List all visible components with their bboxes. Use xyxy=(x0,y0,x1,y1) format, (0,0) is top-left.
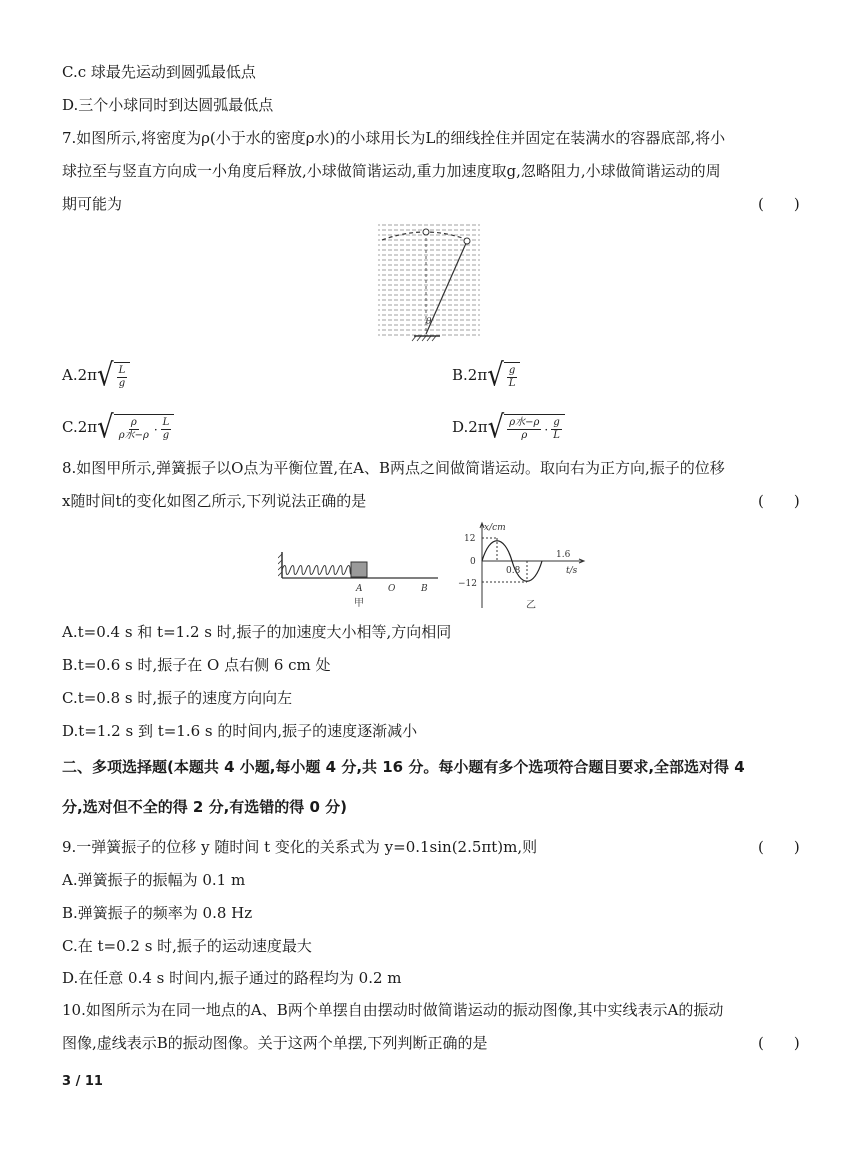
oscillator-block xyxy=(351,562,367,577)
section2-heading-line2: 分,选对但不全的得 2 分,有选错的得 0 分) xyxy=(62,798,348,816)
q8-option-a: A.t=0.4 s 和 t=1.2 s 时,振子的加速度大小相等,方向相同 xyxy=(62,623,452,641)
point-o-label: O xyxy=(388,584,396,594)
tick-0-8: 0.8 xyxy=(506,566,521,576)
q7-option-a: A.2π √ $\frac{L}{g}$ xyxy=(62,362,130,390)
q9-option-b: B.弹簧振子的频率为 0.8 Hz xyxy=(62,904,253,922)
tick-minus-12: −12 xyxy=(458,579,477,589)
tick-0: 0 xyxy=(470,557,476,567)
q10-stem-line1: 10.如图所示为在同一地点的A、B两个单摆自由摆动时做简谐运动的振动图像,其中实线表示A的振动 xyxy=(62,1001,724,1019)
spring xyxy=(282,566,354,575)
ball-equilibrium xyxy=(423,229,429,235)
page-number: 3 / 11 xyxy=(62,1074,103,1089)
q8-option-d: D.t=1.2 s 到 t=1.6 s 的时间内,振子的速度逐渐减小 xyxy=(62,722,418,740)
q7-stem-line2: 球拉至与竖直方向成一小角度后释放,小球做简谐运动,重力加速度取g,忽略阻力,小球做简谐运动的周 xyxy=(62,162,721,180)
q8-spring-oscillator-figure xyxy=(278,548,444,610)
q7-stem-line1: 7.如图所示,将密度为ρ(小于水的密度ρ水)的小球用长为L的细线拴住并固定在装满水的容器底部,将小 xyxy=(62,129,726,147)
q7-water-pendulum-figure xyxy=(376,218,482,344)
tick-12: 12 xyxy=(464,534,476,544)
q8-stem-line1: 8.如图甲所示,弹簧振子以O点为平衡位置,在A、B两点之间做简谐运动。取向右为正方向,振子的位移 xyxy=(62,459,725,477)
q9-stem: 9.一弹簧振子的位移 y 随时间 t 变化的关系式为 y=0.1sin(2.5πt)m,则 xyxy=(62,838,538,856)
q9-answer-paren: ( ) xyxy=(758,838,800,856)
q9-option-d: D.在任意 0.4 s 时间内,振子通过的路程均为 0.2 m xyxy=(62,969,402,987)
point-b-label: B xyxy=(421,584,428,594)
theta-label: θ xyxy=(426,317,432,327)
q7-stem-line3: 期可能为 xyxy=(62,195,123,213)
q7-answer-paren: ( ) xyxy=(758,195,800,213)
ball-displaced xyxy=(464,238,470,244)
q8-stem-line2: x随时间t的变化如图乙所示,下列说法正确的是 xyxy=(62,492,367,510)
q8-option-b: B.t=0.6 s 时,振子在 O 点右侧 6 cm 处 xyxy=(62,656,331,674)
y-axis-label: x/cm xyxy=(484,523,506,533)
t-axis-label: t/s xyxy=(566,566,578,576)
figure-jia-caption: 甲 xyxy=(354,598,364,609)
q10-stem-line2: 图像,虚线表示B的振动图像。关于这两个单摆,下列判断正确的是 xyxy=(62,1034,488,1052)
figure-yi-caption: 乙 xyxy=(526,600,536,611)
q10-answer-paren: ( ) xyxy=(758,1034,800,1052)
tick-1-6: 1.6 xyxy=(556,550,571,560)
q6-option-d: D.三个小球同时到达圆弧最低点 xyxy=(62,96,274,114)
q8-xt-graph-figure xyxy=(456,520,590,612)
q9-option-a: A.弹簧振子的振幅为 0.1 m xyxy=(62,871,246,889)
section2-heading-line1: 二、多项选择题(本题共 4 小题,每小题 4 分,共 16 分。每小题有多个选项符合题目要求,全部选对得 4 xyxy=(62,758,745,776)
q7-option-d: D.2π √ $\frac{\text{ρ水−ρ}}{\rho}$ · $\frac{g}{L}$ xyxy=(452,414,565,442)
q6-option-c: C.c 球最先运动到圆弧最低点 xyxy=(62,63,256,81)
q9-option-c: C.在 t=0.2 s 时,振子的运动速度最大 xyxy=(62,937,312,955)
q8-answer-paren: ( ) xyxy=(758,492,800,510)
point-a-label: A xyxy=(356,584,363,594)
q8-option-c: C.t=0.8 s 时,振子的速度方向向左 xyxy=(62,689,293,707)
q7-option-c: C.2π √ $\frac{\rho}{\text{ρ水−ρ}}$ · $\frac{L}{g}$ xyxy=(62,414,174,442)
q7-option-b: B.2π √ $\frac{g}{L}$ xyxy=(452,362,520,390)
